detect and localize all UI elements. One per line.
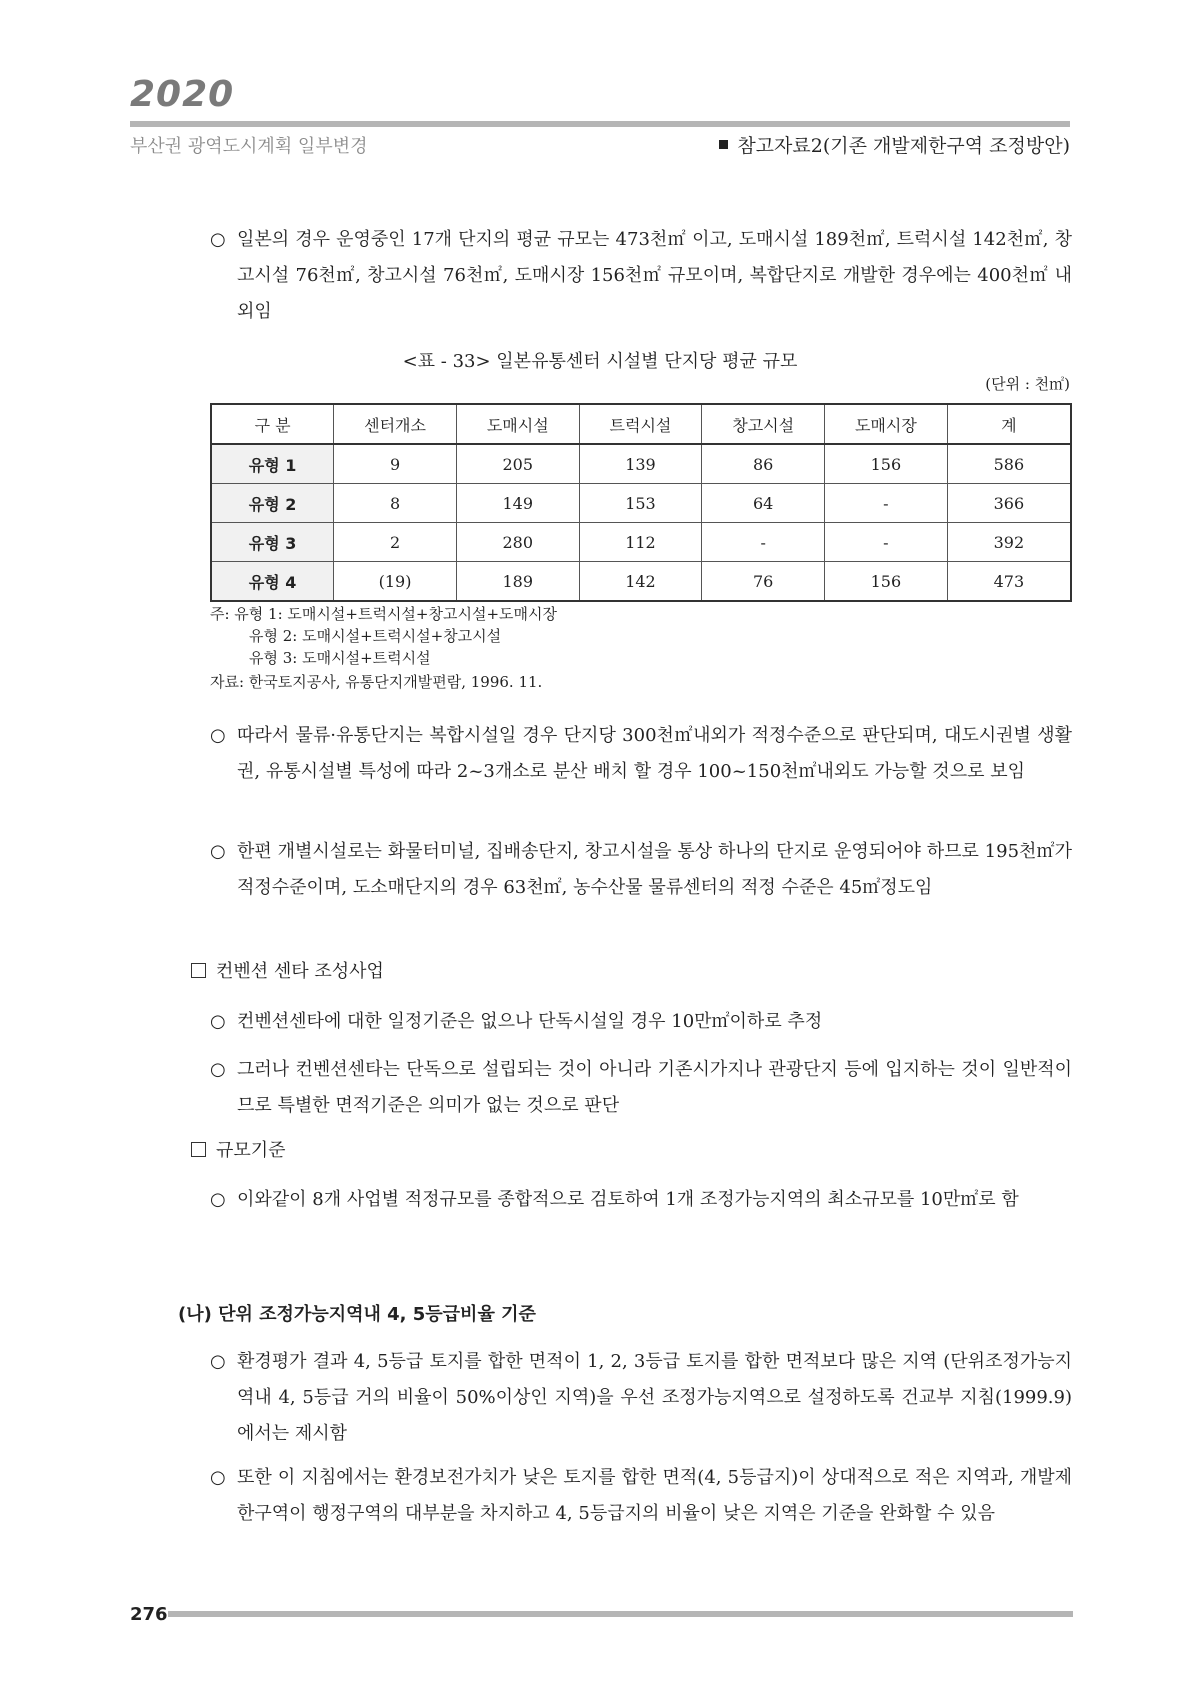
footer-divider	[168, 1611, 1073, 1617]
circle-bullet-icon: ○	[210, 1467, 226, 1488]
table-row	[211, 562, 1071, 602]
row-header-cell: 유형 3	[211, 523, 334, 562]
table-cell: 205	[456, 444, 579, 484]
table-row	[211, 444, 1071, 484]
paragraph-2	[210, 834, 1072, 906]
paragraph-text: 또한 이 지침에서는 환경보전가치가 낮은 토지를 합한 면적(4, 5등급지)이 상대적으로 적은 지역과, 개발제한구역이 행정구역의 대부분을 차지하고 4, 5등급지의 비율이 낮은 지역은 기준을 완화할 수 있음	[237, 1467, 1072, 1524]
header-cell: 구 분	[211, 404, 334, 444]
table-cell: 280	[456, 523, 579, 562]
square-bullet-icon	[719, 140, 728, 149]
table-cell: -	[825, 523, 948, 562]
table-row	[211, 523, 1071, 562]
paragraph-7	[210, 1460, 1072, 1532]
table-cell: 2	[334, 523, 457, 562]
table-cell: 156	[825, 444, 948, 484]
paragraph-5	[210, 1182, 1072, 1218]
table-note: 유형 3: 도매시설+트럭시설	[249, 649, 431, 667]
document-title: 부산권 광역도시계획 일부변경	[130, 136, 368, 157]
row-header-cell: 유형 2	[211, 484, 334, 523]
circle-bullet-icon: ○	[210, 841, 226, 862]
table-caption: <표 - 33> 일본유통센터 시설별 단지당 평균 규모	[402, 351, 798, 372]
paragraph-1	[210, 718, 1072, 790]
row-header-cell: 유형 1	[211, 444, 334, 484]
page-number: 276	[130, 1604, 168, 1625]
paragraph-4	[210, 1052, 1072, 1124]
table-cell: 142	[579, 562, 702, 602]
table-cell: 112	[579, 523, 702, 562]
paragraph-text: 일본의 경우 운영중인 17개 단지의 평균 규모는 473천㎡ 이고, 도매시설 189천㎡, 트럭시설 142천㎡, 창고시설 76천㎡, 창고시설 76천㎡, 도매시장 156천㎡ 규모이며, 복합단지로 개발한 경우에는 400천㎡ 내외임	[237, 229, 1072, 322]
paragraph-text: 컨벤션센타에 대한 일정기준은 없으나 단독시설일 경우 10만㎡이하로 추정	[237, 1011, 823, 1032]
circle-bullet-icon: ○	[210, 1351, 226, 1372]
table-cell: 392	[947, 523, 1071, 562]
header-cell: 도매시설	[456, 404, 579, 444]
facility-scale-table	[210, 403, 1072, 602]
table-cell: 153	[579, 484, 702, 523]
paragraph-6	[210, 1344, 1072, 1452]
year-label: 2020	[130, 74, 235, 115]
section-title	[719, 131, 1070, 158]
subheading: (나) 단위 조정가능지역내 4, 5등급비율 기준	[178, 1304, 536, 1325]
table-cell: 366	[947, 484, 1071, 523]
table-header-row	[211, 404, 1071, 444]
section-title-text: 참고자료2(기존 개발제한구역 조정방안)	[737, 135, 1070, 157]
table-cell: 64	[702, 484, 825, 523]
checkbox-square-icon	[191, 963, 206, 978]
circle-bullet-icon: ○	[210, 1059, 226, 1080]
table-note: 유형 2: 도매시설+트럭시설+창고시설	[249, 627, 502, 645]
table-row	[211, 484, 1071, 523]
header-cell: 계	[947, 404, 1071, 444]
table-unit: (단위 : 천㎡)	[985, 375, 1070, 393]
paragraph-text: 이와같이 8개 사업별 적정규모를 종합적으로 검토하여 1개 조정가능지역의 최소규모를 10만㎡로 함	[237, 1189, 1019, 1210]
table-cell: 139	[579, 444, 702, 484]
section-heading-text: 컨벤션 센타 조성사업	[216, 961, 384, 982]
section-heading-text: 규모기준	[216, 1140, 286, 1161]
table-cell: 473	[947, 562, 1071, 602]
circle-bullet-icon: ○	[210, 1011, 226, 1032]
table-cell: 9	[334, 444, 457, 484]
table-cell: (19)	[334, 562, 457, 602]
paragraph-text: 환경평가 결과 4, 5등급 토지를 합한 면적이 1, 2, 3등급 토지를 합한 면적보다 많은 지역 (단위조정가능지역내 4, 5등급 거의 비율이 50%이상인 지역)을 우선 조정가능지역으로 설정하도록 건교부 지침(1999.9)에서는 제시함	[237, 1351, 1072, 1444]
table-source: 자료: 한국토지공사, 유통단지개발편람, 1996. 11.	[210, 673, 543, 691]
paragraph-text: 따라서 물류·유통단지는 복합시설일 경우 단지당 300천㎡내외가 적정수준으로 판단되며, 대도시권별 생활권, 유통시설별 특성에 따라 2~3개소로 분산 배치 할 경우 100~150천㎡내외도 가능할 것으로 보임	[237, 725, 1072, 782]
table-cell: 189	[456, 562, 579, 602]
table-cell: 86	[702, 444, 825, 484]
paragraph-text: 한편 개별시설로는 화물터미널, 집배송단지, 창고시설을 통상 하나의 단지로 운영되어야 하므로 195천㎡가 적정수준이며, 도소매단지의 경우 63천㎡, 농수산물 물류센터의 적정 수준은 45㎡정도임	[237, 841, 1072, 898]
circle-bullet-icon: ○	[210, 229, 226, 250]
header-cell: 창고시설	[702, 404, 825, 444]
row-header-cell: 유형 4	[211, 562, 334, 602]
header-cell: 도매시장	[825, 404, 948, 444]
section-heading-scale	[191, 1137, 286, 1165]
table-cell: 76	[702, 562, 825, 602]
table-cell: 156	[825, 562, 948, 602]
header-cell: 트럭시설	[579, 404, 702, 444]
section-heading-convention	[191, 958, 384, 986]
circle-bullet-icon: ○	[210, 725, 226, 746]
paragraph-text: 그러나 컨벤션센타는 단독으로 설립되는 것이 아니라 기존시가지나 관광단지 등에 입지하는 것이 일반적이므로 특별한 면적기준은 의미가 없는 것으로 판단	[237, 1059, 1072, 1116]
checkbox-square-icon	[191, 1142, 206, 1157]
table-cell: 586	[947, 444, 1071, 484]
paragraph-intro	[210, 222, 1072, 330]
table-note: 주: 유형 1: 도매시설+트럭시설+창고시설+도매시장	[210, 605, 557, 623]
table-cell: 8	[334, 484, 457, 523]
circle-bullet-icon: ○	[210, 1189, 226, 1210]
header-divider	[130, 121, 1070, 127]
paragraph-3	[210, 1004, 1072, 1040]
table-cell: -	[825, 484, 948, 523]
table-cell: 149	[456, 484, 579, 523]
header-cell: 센터개소	[334, 404, 457, 444]
table-cell: -	[702, 523, 825, 562]
